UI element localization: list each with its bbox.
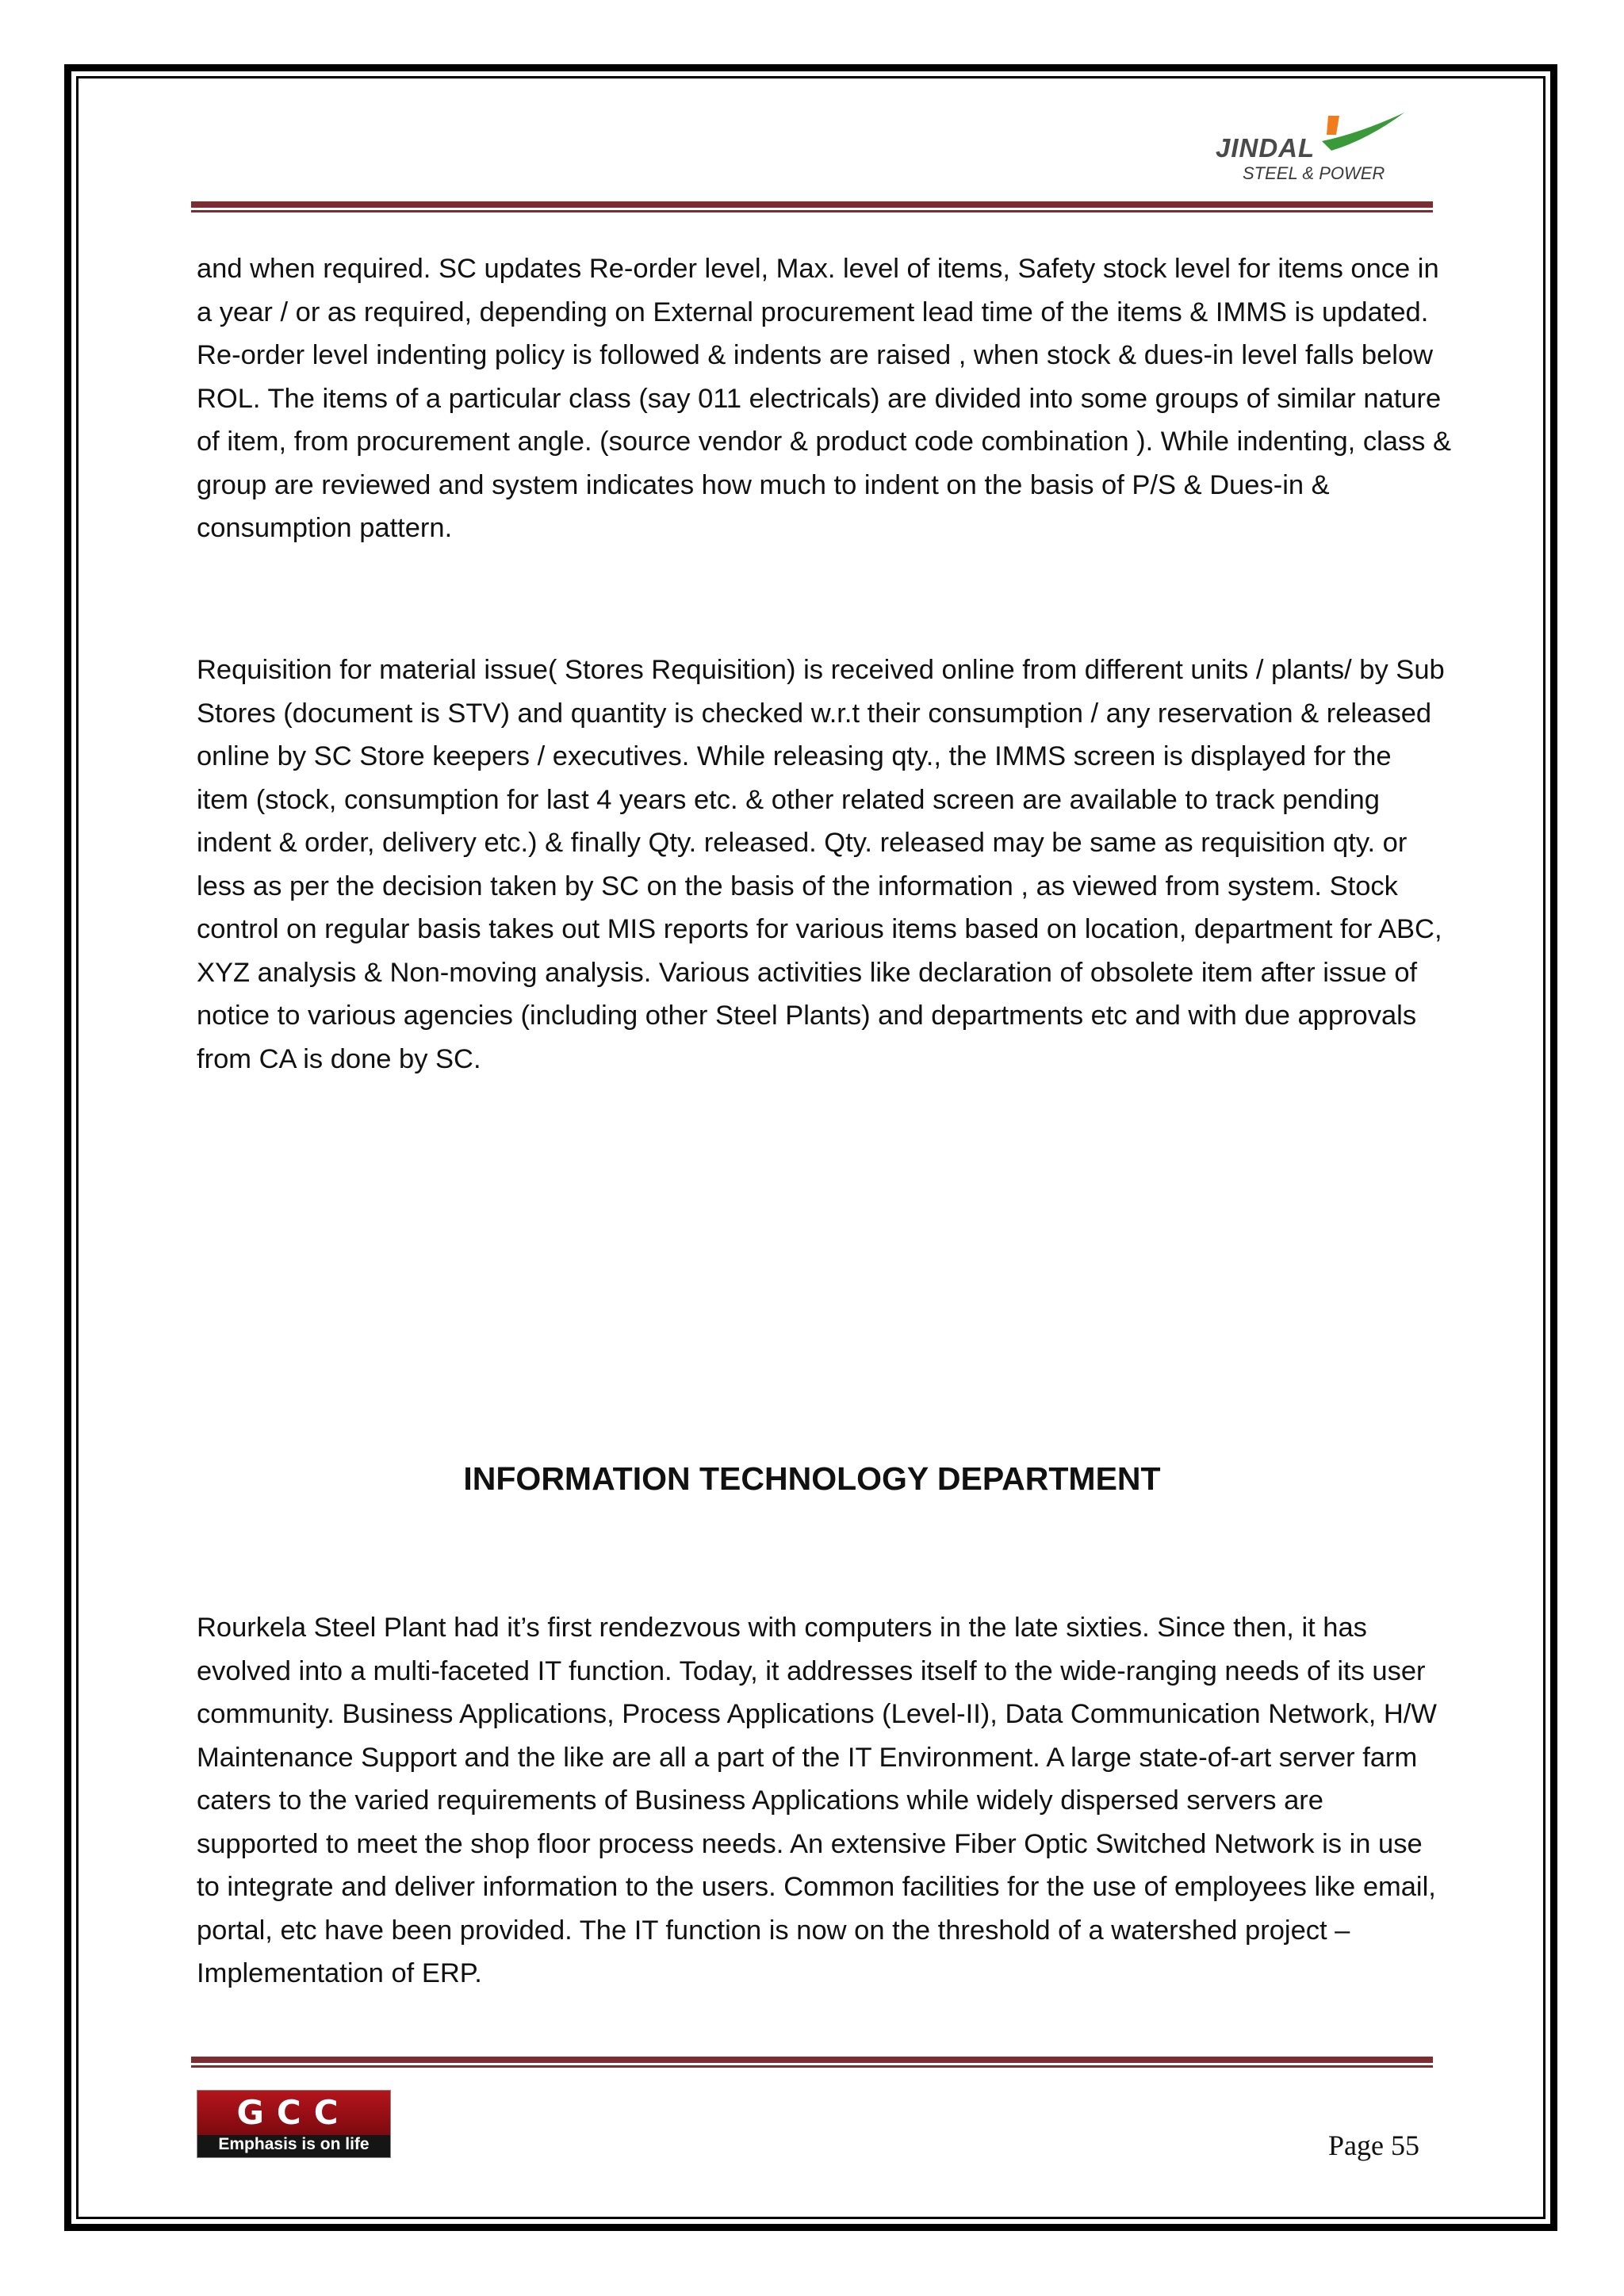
paragraph-requisition xyxy=(197,649,1445,1081)
text-line: Stores (document is STV) and quantity is checked w.r.t their consumption / any reservation & released xyxy=(197,698,1432,729)
text-line: online by SC Store keepers / executives. While releasing qty., the IMMS screen is displayed for the xyxy=(197,741,1392,771)
text-line: supported to meet the shop floor process needs. An extensive Fiber Optic Switched Network is in use xyxy=(197,1828,1423,1859)
text-line: Re-order level indenting policy is followed & indents are raised , when stock & dues-in level falls below xyxy=(197,340,1434,370)
paragraph-it-department xyxy=(197,1606,1437,1996)
text-line: group are reviewed and system indicates how much to indent on the basis of P/S & Dues-in & xyxy=(197,469,1330,500)
text-line: XYZ analysis & Non-moving analysis. Various activities like declaration of obsolete item after issue of xyxy=(197,957,1418,988)
footer-rule xyxy=(191,2057,1433,2068)
gcc-logo xyxy=(197,2090,391,2158)
paragraph-stock-control xyxy=(197,247,1452,550)
text-line: control on regular basis takes out MIS reports for various items based on location, department for ABC, xyxy=(197,914,1442,944)
jindal-logo xyxy=(1209,109,1404,189)
page-number: Page 55 xyxy=(1328,2130,1419,2161)
text-line: of item, from procurement angle. (source vendor & product code combination ). While indenting, class & xyxy=(197,427,1452,457)
text-line: and when required. SC updates Re-order level, Max. level of items, Safety stock level for items once in xyxy=(197,254,1439,284)
text-line: evolved into a multi-faceted IT function. Today, it addresses itself to the wide-ranging needs of its user xyxy=(197,1655,1426,1686)
header-rule xyxy=(191,201,1433,212)
section-heading: INFORMATION TECHNOLOGY DEPARTMENT xyxy=(463,1460,1161,1497)
text-line: notice to various agencies (including other Steel Plants) and departments etc and with due approvals xyxy=(197,1001,1417,1031)
text-line: indent & order, delivery etc.) & finally Qty. released. Qty. released may be same as requisition qty. or xyxy=(197,828,1408,858)
text-line: Requisition for material issue( Stores Requisition) is received online from different units / plants/ by Sub xyxy=(197,655,1445,685)
jindal-swoosh-icon xyxy=(1304,109,1408,157)
text-line: Rourkela Steel Plant had it’s first rendezvous with computers in the late sixties. Since then, it has xyxy=(197,1613,1367,1643)
text-line: from CA is done by SC. xyxy=(197,1043,481,1074)
text-line: community. Business Applications, Process Applications (Level-II), Data Communication Network, H/W xyxy=(197,1699,1437,1729)
text-line: less as per the decision taken by SC on the basis of the information , as viewed from system. Stock xyxy=(197,871,1398,901)
logo-wordmark: JINDAL xyxy=(1216,133,1316,163)
text-line: consumption pattern. xyxy=(197,513,453,543)
gcc-logo-letters: GCC xyxy=(236,2093,351,2132)
text-line: ROL. The items of a particular class (say 011 electricals) are divided into some groups of similar nature xyxy=(197,383,1442,414)
text-line: Maintenance Support and the like are all a part of the IT Environment. A large state-of-art server farm xyxy=(197,1742,1418,1773)
text-line: portal, etc have been provided. The IT function is now on the threshold of a watershed project – xyxy=(197,1915,1350,1946)
text-line: caters to the varied requirements of Business Applications while widely dispersed servers are xyxy=(197,1785,1323,1816)
text-line: to integrate and deliver information to the users. Common facilities for the use of employees like email, xyxy=(197,1872,1436,1902)
text-line: Implementation of ERP. xyxy=(197,1958,482,1988)
text-line: a year / or as required, depending on External procurement lead time of the items & IMMS is updated. xyxy=(197,297,1429,327)
gcc-logo-tagline: Emphasis is on life xyxy=(218,2135,370,2153)
text-line: item (stock, consumption for last 4 years etc. & other related screen are available to track pending xyxy=(197,784,1380,815)
logo-subtitle: STEEL & POWER xyxy=(1243,163,1385,183)
